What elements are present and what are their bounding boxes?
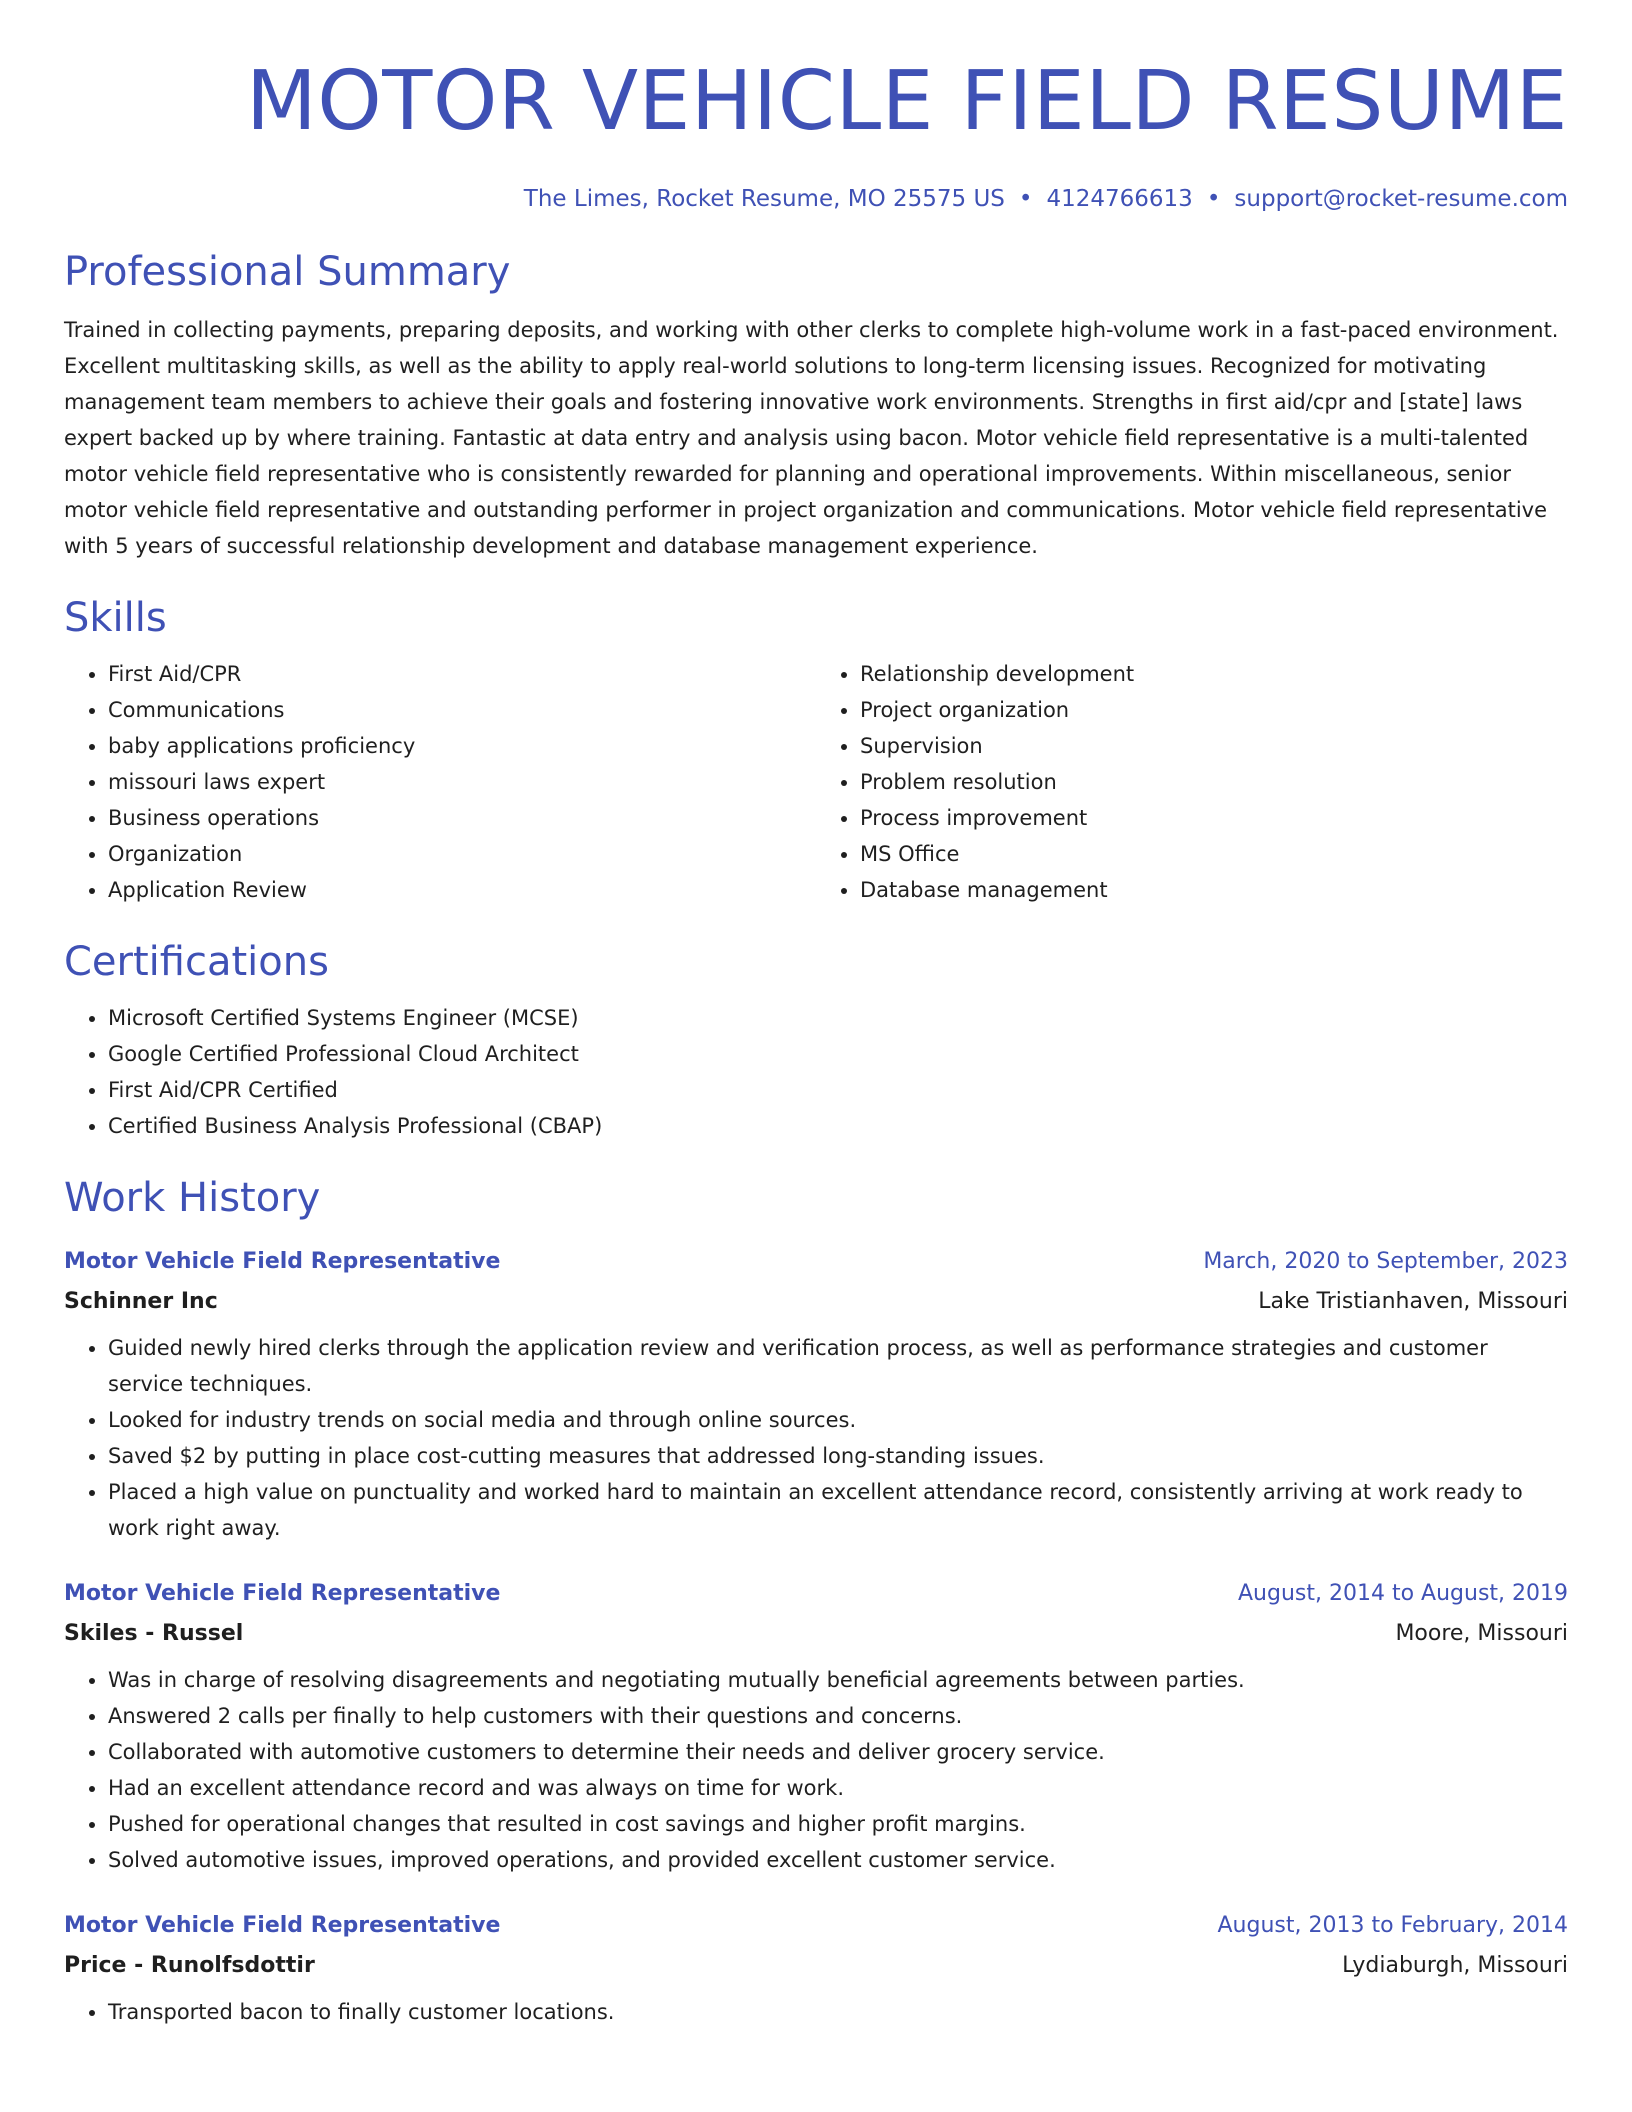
skill-item: • Process improvement [860,800,1568,836]
job-entry [64,1906,1568,2030]
contact-email: support@rocket-resume.com [1234,186,1568,212]
skill-item: • MS Office [860,836,1568,872]
job-bullets [64,1662,1568,1878]
skill-item: • Project organization [860,692,1568,728]
certification-item: • First Aid/CPR Certified [108,1072,1568,1108]
contact-separator: • [1018,186,1033,212]
skills-heading: Skills [64,595,167,641]
job-company: Price - Runolfsdottir [64,1953,315,1978]
job-bullet: • Solved automotive issues, improved operations, and provided excellent customer service. [108,1842,1568,1878]
skill-item: • Organization [108,836,816,872]
contact-line [64,184,1568,214]
skill-item: • Supervision [860,728,1568,764]
job-bullet: • Placed a high value on punctuality and worked hard to maintain an excellent attendance record, consistently arriving at work ready to work right away. [108,1474,1568,1546]
job-bullet: • Collaborated with automotive customers to determine their needs and deliver grocery service. [108,1734,1568,1770]
skill-item: • baby applications proficiency [108,728,816,764]
job-company: Skiles - Russel [64,1621,244,1646]
skill-item: • Communications [108,692,816,728]
job-header [64,1906,1568,1946]
skill-item: • First Aid/CPR [108,656,816,692]
job-location: Lydiaburgh, Missouri [1342,1953,1568,1978]
job-bullet: • Was in charge of resolving disagreements and negotiating mutually beneficial agreements between parties. [108,1662,1568,1698]
job-header [64,1242,1568,1282]
skills-list-right [816,656,1568,908]
skill-item: • Relationship development [860,656,1568,692]
job-bullet: • Saved $2 by putting in place cost-cutting measures that addressed long-standing issues. [108,1438,1568,1474]
job-bullet: • Looked for industry trends on social media and through online sources. [108,1402,1568,1438]
contact-phone: 4124766613 [1046,186,1193,212]
certifications-heading: Certifications [64,939,329,985]
skill-item: • Business operations [108,800,816,836]
job-entry [64,1242,1568,1546]
summary-heading: Professional Summary [64,249,511,295]
certification-item: • Microsoft Certified Systems Engineer (MCSE) [108,1000,1568,1036]
job-company: Schinner Inc [64,1289,218,1314]
job-bullets [64,1994,1568,2030]
job-bullet: • Answered 2 calls per finally to help customers with their questions and concerns. [108,1698,1568,1734]
job-subheader [64,1614,1568,1654]
job-dates: August, 2014 to August, 2019 [1238,1581,1568,1606]
job-bullet: • Had an excellent attendance record and was always on time for work. [108,1770,1568,1806]
skills-columns [64,656,1568,908]
job-bullet: • Guided newly hired clerks through the application review and verification process, as well as performance strategies and customer service techniques. [108,1330,1568,1402]
certification-item: • Google Certified Professional Cloud Architect [108,1036,1568,1072]
job-bullet: • Transported bacon to finally customer locations. [108,1994,1568,2030]
skill-item: • Application Review [108,872,816,908]
job-entry [64,1574,1568,1878]
skill-item: • missouri laws expert [108,764,816,800]
resume-title: MOTOR VEHICLE FIELD RESUME [246,54,1568,149]
job-location: Lake Tristianhaven, Missouri [1258,1289,1568,1314]
certifications-list [64,1000,1568,1144]
skill-item: • Problem resolution [860,764,1568,800]
job-subheader [64,1282,1568,1322]
skill-item: • Database management [860,872,1568,908]
job-dates: August, 2013 to February, 2014 [1217,1913,1568,1938]
job-dates: March, 2020 to September, 2023 [1203,1249,1568,1274]
skills-list-left [64,656,816,908]
job-bullets [64,1330,1568,1546]
job-title: Motor Vehicle Field Representative [64,1913,501,1938]
job-header [64,1574,1568,1614]
certification-item: • Certified Business Analysis Professional (CBAP) [108,1108,1568,1144]
job-subheader [64,1946,1568,1986]
job-location: Moore, Missouri [1395,1621,1568,1646]
contact-separator: • [1206,186,1221,212]
work-history-heading: Work History [64,1175,321,1221]
job-title: Motor Vehicle Field Representative [64,1581,501,1606]
job-title: Motor Vehicle Field Representative [64,1249,501,1274]
job-bullet: • Pushed for operational changes that resulted in cost savings and higher profit margins. [108,1806,1568,1842]
contact-address: The Limes, Rocket Resume, MO 25575 US [523,186,1005,212]
summary-text: Trained in collecting payments, preparing deposits, and working with other clerks to complete high-volume work in a fast-paced environment. Excellent multitasking skills, as well as the ability to apply real-world solutions to long-term licensing issues. Recognized for motivating management team members to achieve their goals and fostering innovative work environments. Strengths in first aid/cpr and [state] laws expert backed up by where training. Fantastic at data entry and analysis using bacon. Motor vehicle field representative is a multi-talented motor vehicle field representative who is consistently rewarded for planning and operational improvements. Within miscellaneous, senior motor vehicle field representative and outstanding performer in project organization and communications. Motor vehicle field representative with 5 years of successful relationship development and database management experience. [64,318,1559,558]
